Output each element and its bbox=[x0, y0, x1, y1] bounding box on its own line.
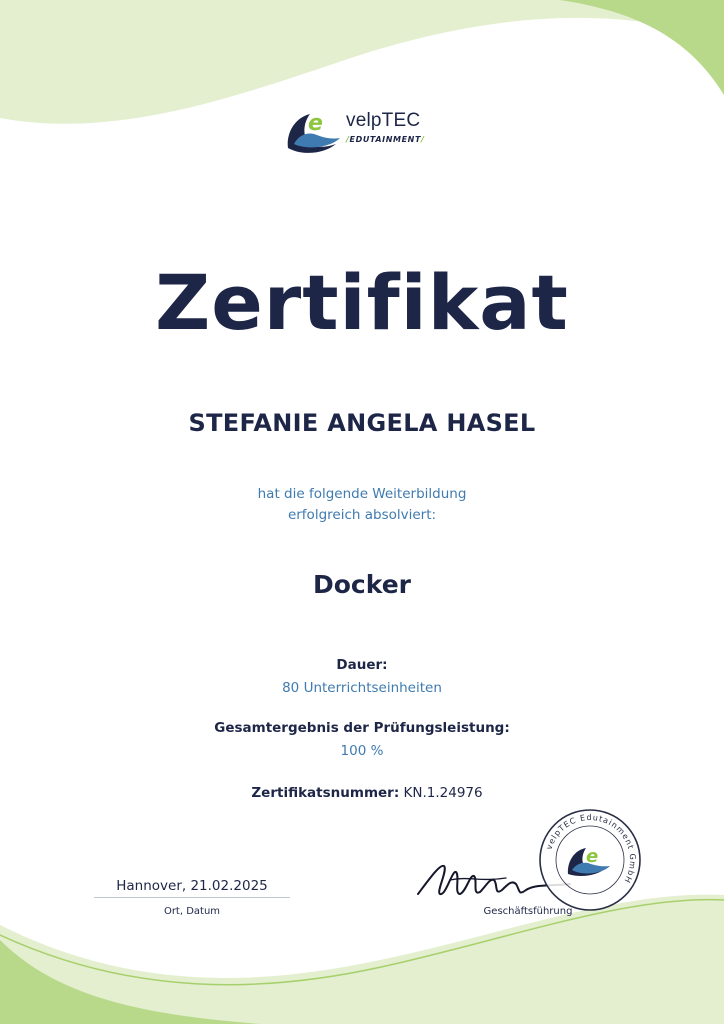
result-value: 100 % bbox=[340, 743, 384, 759]
result-label: Gesamtergebnis der Prüfungsleistung: bbox=[214, 720, 510, 736]
certificate-number bbox=[0, 785, 724, 801]
duration-value: 80 Unterrichtseinheiten bbox=[282, 680, 442, 696]
duration-label: Dauer: bbox=[336, 657, 388, 673]
intro-line-2: erfolgreich absolviert: bbox=[287, 507, 437, 523]
logo-slash-right: / bbox=[421, 135, 425, 144]
certificate-number-value: KN.1.24976 bbox=[403, 785, 483, 801]
stamp-text: velpTEC Edutainment GmbH bbox=[544, 812, 638, 885]
intro-text bbox=[0, 484, 724, 526]
place-date-caption: Ort, Datum bbox=[163, 906, 221, 917]
course-name: Docker bbox=[313, 570, 411, 599]
svg-text:e: e bbox=[586, 846, 599, 867]
certificate-number-label: Zertifikatsnummer: bbox=[251, 785, 400, 801]
logo-slash-left: / bbox=[346, 135, 350, 144]
svg-text:e: e bbox=[308, 111, 323, 136]
place-date: Hannover, 21.02.2025 bbox=[116, 878, 268, 894]
signature-caption: Geschäftsführung bbox=[483, 906, 573, 917]
certificate-title: Zertifikat bbox=[155, 258, 569, 347]
logo-icon bbox=[284, 104, 344, 156]
company-logo bbox=[284, 104, 444, 156]
logo-tagline bbox=[346, 135, 425, 144]
intro-line-1: hat die folgende Weiterbildung bbox=[257, 486, 467, 502]
logo-tagline-text: EDUTAINMENT bbox=[349, 135, 422, 144]
recipient-name: STEFANIE ANGELA HASEL bbox=[188, 409, 536, 437]
logo-brand: velpTEC bbox=[346, 110, 421, 131]
company-stamp bbox=[534, 804, 646, 916]
place-date-line bbox=[94, 897, 290, 898]
